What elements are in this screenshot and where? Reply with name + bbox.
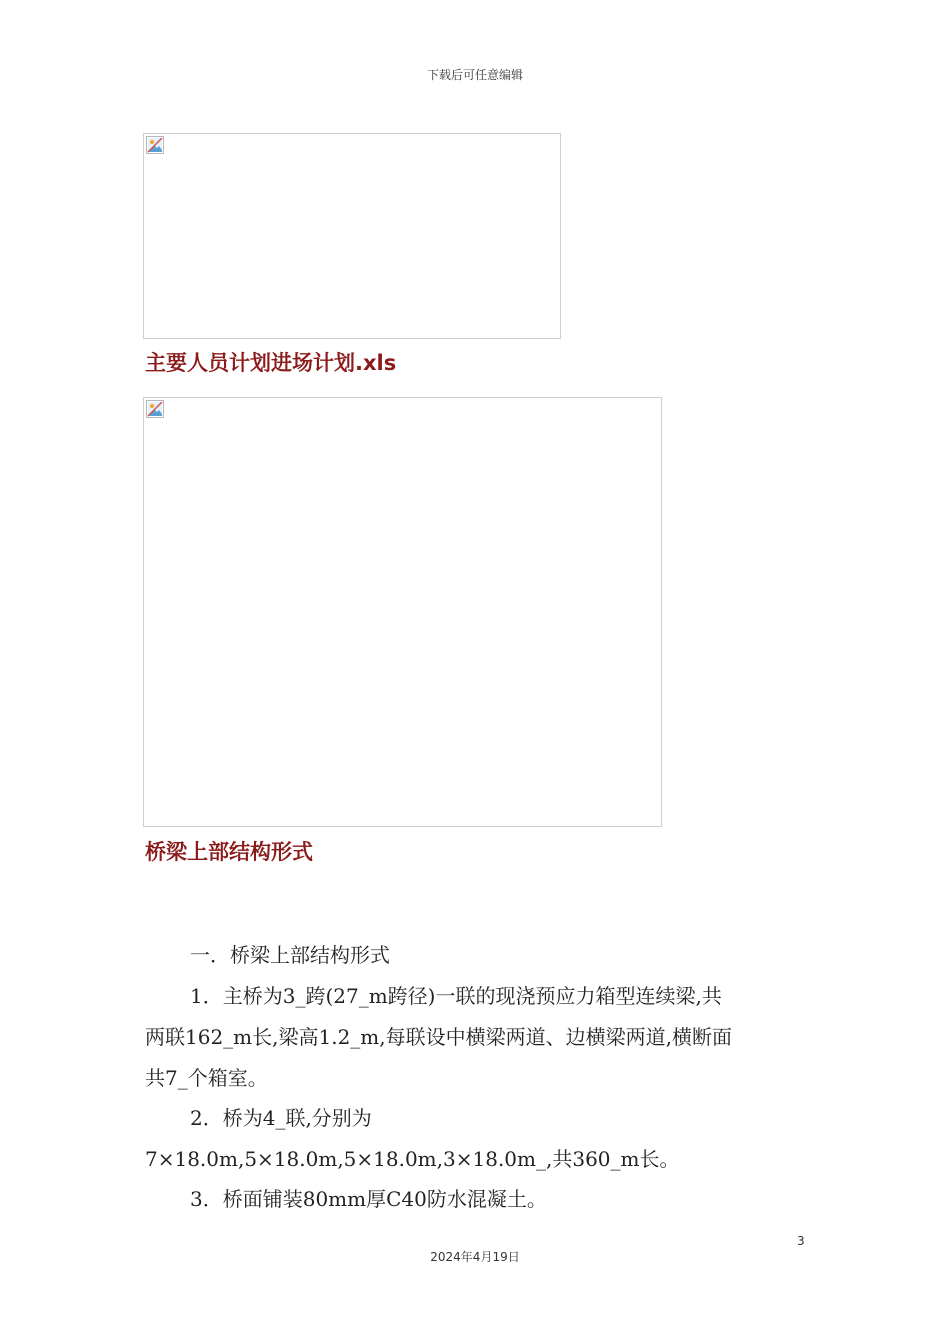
figure-caption: 桥梁上部结构形式 (145, 840, 313, 864)
broken-image-icon (146, 400, 164, 418)
page-number: 3 (797, 1234, 805, 1248)
paragraph-line: 7×18.0m,5×18.0m,5×18.0m,3×18.0m_,共360_m长。 (145, 1147, 680, 1171)
embedded-image-placeholder (143, 397, 662, 827)
footer-date: 2024年4月19日 (430, 1250, 520, 1264)
broken-image-icon (146, 136, 164, 154)
paragraph-line: 3．桥面铺装80mm厚C40防水混凝土。 (190, 1187, 547, 1211)
section-heading: 一．桥梁上部结构形式 (190, 943, 390, 967)
page-header-note: 下载后可任意编辑 (426, 68, 523, 82)
paragraph-line: 1．主桥为3_跨(27_m跨径)一联的现浇预应力箱型连续梁,共 (190, 984, 722, 1008)
paragraph-line: 两联162_m长,梁高1.2_m,每联设中横梁两道、边横梁两道,横断面 (145, 1025, 732, 1049)
attachment-link-caption[interactable]: 主要人员计划进场计划.xls (145, 351, 397, 375)
paragraph-line: 2．桥为4_联,分别为 (190, 1106, 372, 1130)
paragraph-line: 共7_个箱室。 (145, 1066, 268, 1090)
embedded-image-placeholder (143, 133, 561, 339)
